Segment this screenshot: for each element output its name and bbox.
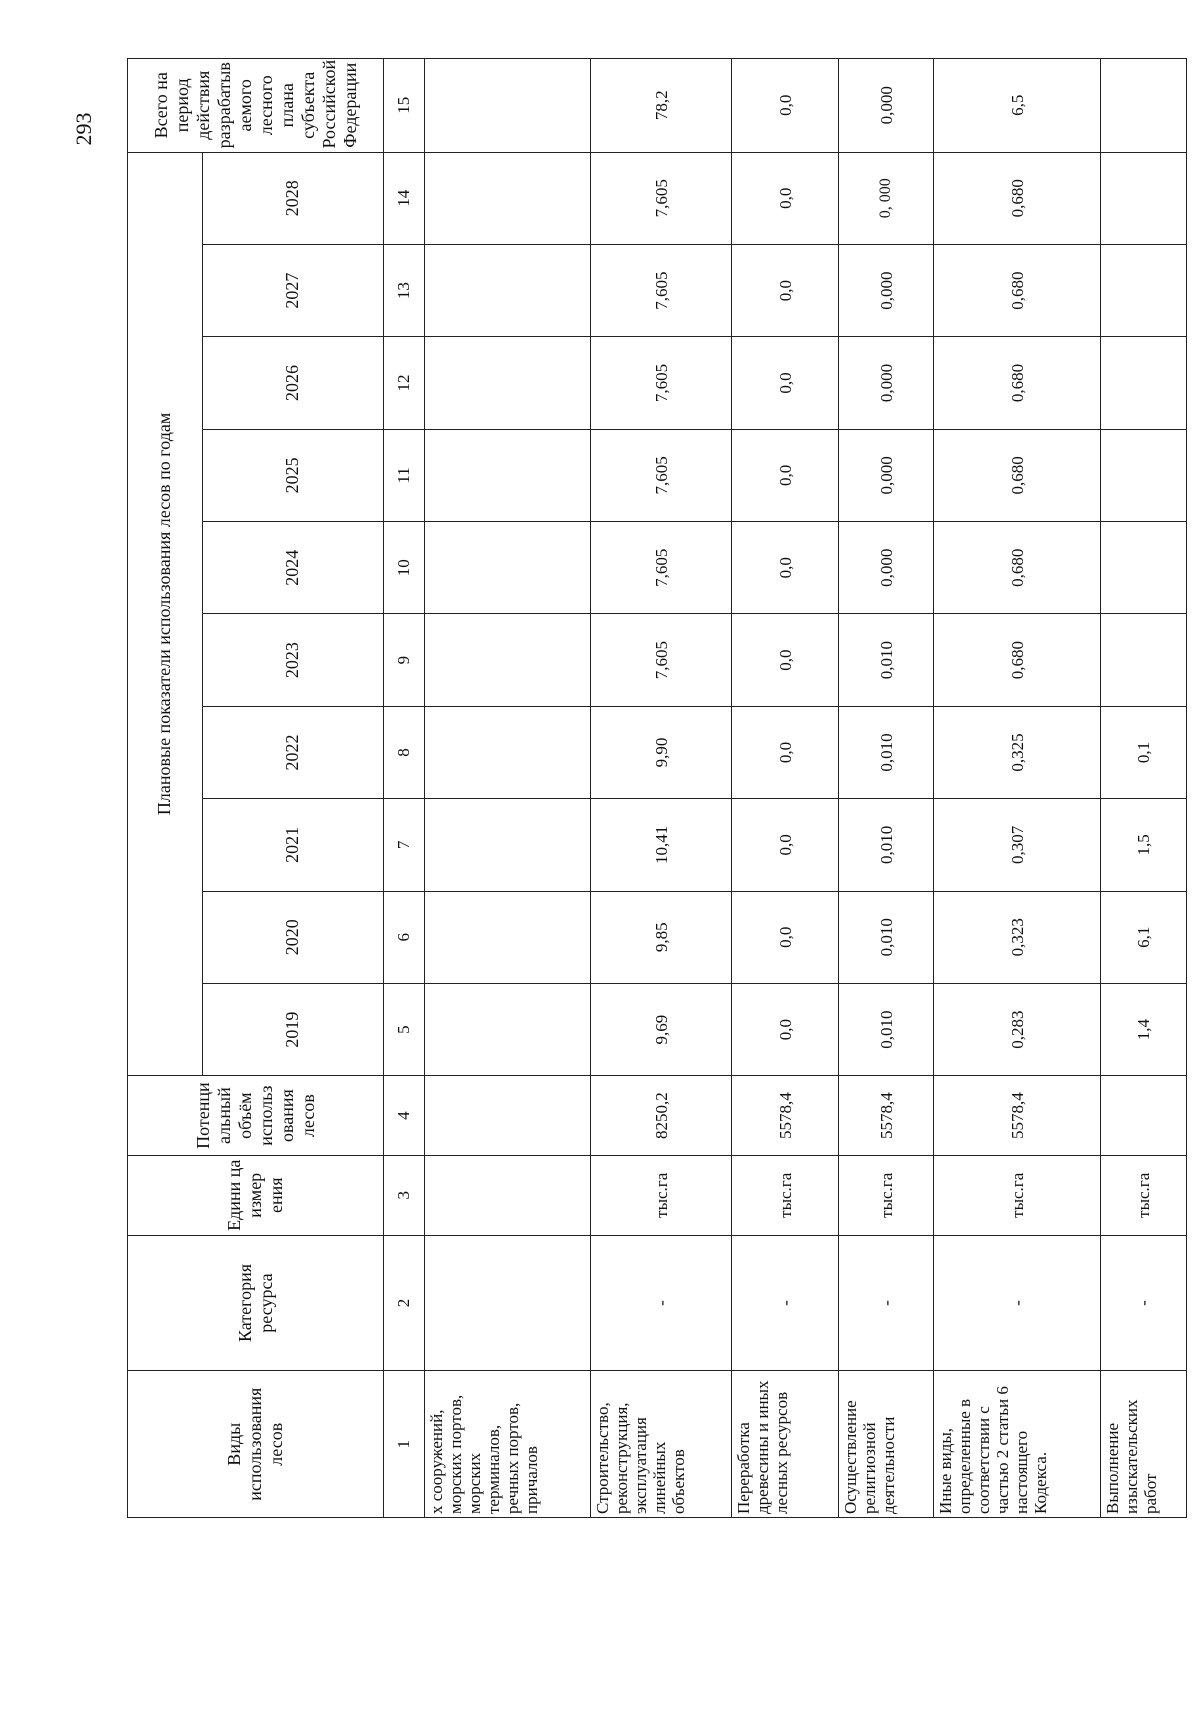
header-potential-volume: Потенци альный объём использ ования лесов [128, 1076, 384, 1156]
row-year-value: 7,605 [591, 429, 732, 521]
row-year-value: 9,85 [591, 891, 732, 983]
column-number: 12 [384, 337, 425, 429]
row-year-value: 7,605 [591, 244, 732, 336]
row-year-value [1101, 337, 1187, 429]
row-year-value: 0,283 [934, 983, 1101, 1075]
row-year-value: 0,325 [934, 706, 1101, 798]
row-unit [424, 1155, 591, 1235]
row-unit: тыс.га [839, 1155, 934, 1235]
table-row [1101, 59, 1187, 1518]
row-year-value: 0,1 [1101, 706, 1187, 798]
header-total-period: Всего на период действия разрабатыв аемого лесного плана субъекта Российской Федерации [128, 59, 384, 153]
row-unit: тыс.га [934, 1155, 1101, 1235]
rotated-page [127, 58, 1187, 1518]
column-number: 15 [384, 59, 425, 153]
row-potential: 5578,4 [839, 1076, 934, 1156]
row-year-value: 0,000 [839, 429, 934, 521]
row-use-type: Переработка древесины и иных лесных ресурсов [731, 1371, 838, 1518]
row-use-type: Выполнение изыскательских работ [1101, 1371, 1187, 1518]
table-row [591, 59, 732, 1518]
column-number: 4 [384, 1076, 425, 1156]
row-year-value: 0,680 [934, 429, 1101, 521]
row-year-value [1101, 522, 1187, 614]
header-year: 2020 [202, 891, 383, 983]
row-potential [424, 1076, 591, 1156]
row-total: 0,000 [839, 59, 934, 153]
row-year-value: 0,680 [934, 522, 1101, 614]
row-year-value: 0,0 [731, 799, 838, 891]
row-total [1101, 59, 1187, 153]
column-number: 6 [384, 891, 425, 983]
forest-plan-table [127, 58, 1187, 1518]
column-number: 2 [384, 1235, 425, 1371]
header-row-1 [128, 59, 203, 1518]
column-number: 11 [384, 429, 425, 521]
row-year-value: 0,0 [731, 429, 838, 521]
row-year-value [424, 706, 591, 798]
row-year-value: 0,0 [731, 983, 838, 1075]
row-year-value [424, 799, 591, 891]
row-year-value: 0,000 [839, 337, 934, 429]
row-year-value [424, 429, 591, 521]
row-year-value: 10,41 [591, 799, 732, 891]
row-use-type: Строительство, реконструкция, эксплуатация линейных объектов [591, 1371, 732, 1518]
row-year-value: 0,0 [731, 891, 838, 983]
row-category: - [839, 1235, 934, 1371]
row-year-value: 0,010 [839, 891, 934, 983]
column-number: 13 [384, 244, 425, 336]
row-category: - [591, 1235, 732, 1371]
column-number: 10 [384, 522, 425, 614]
column-number-row [384, 59, 425, 1518]
row-year-value: 0,0 [731, 706, 838, 798]
row-year-value: 1,5 [1101, 799, 1187, 891]
column-number: 1 [384, 1371, 425, 1518]
row-year-value: 7,605 [591, 614, 732, 706]
row-category: - [731, 1235, 838, 1371]
header-resource-category: Категория ресурса [128, 1235, 384, 1371]
row-year-value: 0,010 [839, 799, 934, 891]
row-year-value: 9,69 [591, 983, 732, 1075]
row-year-value: 0,010 [839, 983, 934, 1075]
row-year-value [424, 614, 591, 706]
row-unit: тыс.га [731, 1155, 838, 1235]
row-year-value: 0,680 [934, 244, 1101, 336]
header-unit: Едини ца измер ения [128, 1155, 384, 1235]
row-year-value: 0,323 [934, 891, 1101, 983]
row-year-value [424, 152, 591, 244]
row-year-value [1101, 152, 1187, 244]
row-category: - [1101, 1235, 1187, 1371]
row-year-value: 0,680 [934, 152, 1101, 244]
row-year-value: 0,0 [731, 244, 838, 336]
header-year: 2019 [202, 983, 383, 1075]
row-use-type: Осуществление религиозной деятельности [839, 1371, 934, 1518]
row-year-value: 0,0 [731, 152, 838, 244]
row-year-value: 0,010 [839, 706, 934, 798]
row-use-type: Иные виды, определенные в соответствии с частью 2 статьи 6 настоящего Кодекса. [934, 1371, 1101, 1518]
row-unit: тыс.га [1101, 1155, 1187, 1235]
row-year-value: 7,605 [591, 522, 732, 614]
header-year: 2025 [202, 429, 383, 521]
row-category: - [934, 1235, 1101, 1371]
row-year-value [1101, 614, 1187, 706]
row-total: 78,2 [591, 59, 732, 153]
row-year-value [424, 337, 591, 429]
row-total: 6,5 [934, 59, 1101, 153]
row-year-value: 0,010 [839, 614, 934, 706]
row-year-value [1101, 244, 1187, 336]
row-year-value: 9,90 [591, 706, 732, 798]
column-number: 14 [384, 152, 425, 244]
row-year-value: 0,680 [934, 614, 1101, 706]
row-year-value: 0,000 [839, 522, 934, 614]
row-year-value [424, 522, 591, 614]
row-year-value: 7,605 [591, 337, 732, 429]
header-year: 2022 [202, 706, 383, 798]
column-number: 5 [384, 983, 425, 1075]
row-year-value: 0,000 [839, 244, 934, 336]
table-row [424, 59, 591, 1518]
row-year-value: 6,1 [1101, 891, 1187, 983]
row-year-value: 0,0 [731, 337, 838, 429]
row-potential: 5578,4 [731, 1076, 838, 1156]
header-forest-use-types: Виды использования лесов [128, 1371, 384, 1518]
row-year-value [424, 891, 591, 983]
row-potential [1101, 1076, 1187, 1156]
table-row [839, 59, 934, 1518]
row-potential: 5578,4 [934, 1076, 1101, 1156]
table-row [731, 59, 838, 1518]
forest-plan-table-container [127, 58, 1187, 1518]
row-year-value: 0,0 [731, 614, 838, 706]
row-year-value: 0,680 [934, 337, 1101, 429]
header-year: 2021 [202, 799, 383, 891]
row-unit: тыс.га [591, 1155, 732, 1235]
column-number: 8 [384, 706, 425, 798]
table-row [934, 59, 1101, 1518]
row-year-value: 0,0 [731, 522, 838, 614]
header-year: 2028 [202, 152, 383, 244]
header-year: 2027 [202, 244, 383, 336]
row-year-value: 0,307 [934, 799, 1101, 891]
header-plan-by-years: Плановые показатели использования лесов по годам [128, 152, 203, 1076]
row-use-type: х сооружений, морских портов, морских терминалов, речных портов, причалов [424, 1371, 591, 1518]
column-number: 9 [384, 614, 425, 706]
row-total: 0,0 [731, 59, 838, 153]
row-category [424, 1235, 591, 1371]
row-year-value [424, 244, 591, 336]
row-year-value [424, 983, 591, 1075]
row-potential: 8250,2 [591, 1076, 732, 1156]
row-total [424, 59, 591, 153]
header-year: 2023 [202, 614, 383, 706]
page-number: 293 [71, 112, 96, 146]
column-number: 3 [384, 1155, 425, 1235]
header-year: 2026 [202, 337, 383, 429]
row-year-value [1101, 429, 1187, 521]
column-number: 7 [384, 799, 425, 891]
header-year: 2024 [202, 522, 383, 614]
row-year-value: 0, 000 [839, 152, 934, 244]
row-year-value: 7,605 [591, 152, 732, 244]
row-year-value: 1,4 [1101, 983, 1187, 1075]
